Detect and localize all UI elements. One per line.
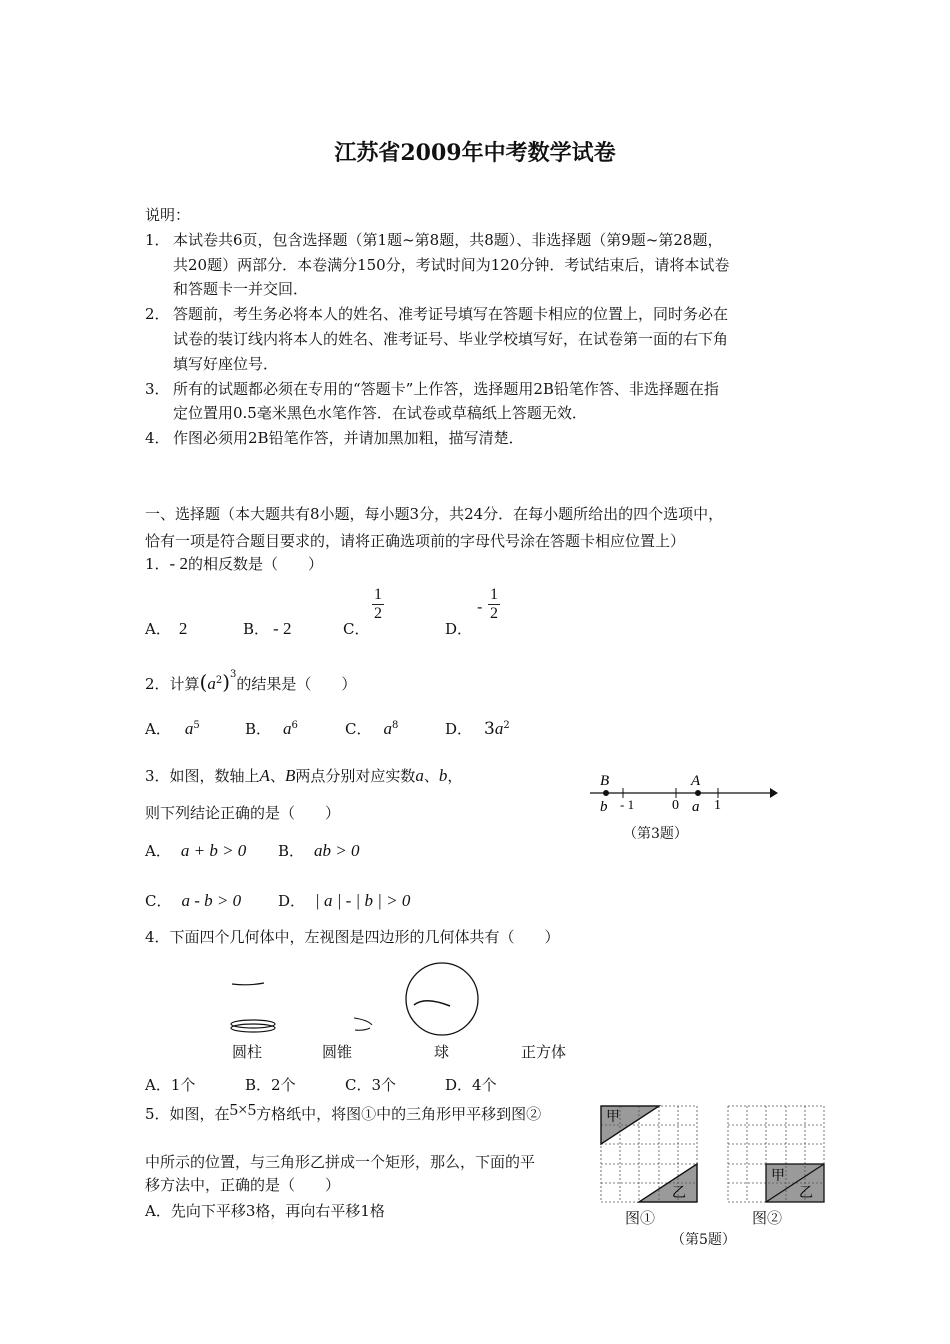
q2-option-b[interactable]: B． $a^6$	[245, 719, 298, 738]
q1-option-d[interactable]: D．	[445, 620, 473, 638]
label-cylinder: 圆柱	[232, 1043, 263, 1061]
label-1: 1	[714, 798, 721, 813]
cylinder-top-edge	[232, 983, 264, 985]
q5-stem-cont-2: 移方法中，正确的是（ ）	[145, 1176, 341, 1194]
q3-caption: （第3题）	[623, 826, 688, 842]
q1-option-a[interactable]: A． 2	[145, 619, 188, 638]
note-line: 定位置用0.5毫米黑色水笔作答．在试卷或草稿纸上答题无效．	[173, 404, 587, 422]
q5-stem-cont: 中所示的位置，与三角形乙拼成一个矩形，那么，下面的平	[145, 1153, 536, 1171]
label-yi: 乙	[672, 1186, 686, 1201]
note-line: 共20题）两部分．本卷满分150分，考试时间为120分钟．考试结束后，请将本试卷	[173, 256, 730, 274]
q3-option-a[interactable]: A． a + b > 0	[145, 841, 247, 860]
question-1	[145, 553, 323, 574]
note-line: 本试卷共6页，包含选择题（第1题~第8题，共8题）、非选择题（第9题~第28题，	[173, 231, 723, 249]
note-line: 答题前，考生务必将本人的姓名、准考证号填写在答题卡相应的位置上，同时务必在	[173, 305, 729, 323]
note-line: 作图必须用2B铅笔作答，并请加黑加粗，描写清楚．	[173, 429, 524, 447]
question-4: 4．下面四个几何体中，左视图是四边形的几何体共有（ ）	[145, 928, 560, 946]
q1-number: 1．	[145, 555, 170, 573]
q3-option-d[interactable]: D． | a | - | b | > 0	[278, 891, 411, 910]
grid-figure-2	[725, 1103, 827, 1205]
q1-b-value: - 2	[273, 619, 292, 638]
note-line: 试卷的装订线内将本人的姓名、准考证号、毕业学校填写好，在试卷第一面的右下角	[173, 330, 729, 348]
note-line: 所有的试题都必须在专用的“答题卡”上作答，选择题用2B铅笔作答、非选择题在指	[173, 380, 719, 398]
notes-heading: 说明：	[145, 206, 191, 224]
q2-option-c[interactable]: C． $a^8$	[345, 719, 399, 738]
q3-option-c[interactable]: C． a - b > 0	[145, 891, 242, 910]
label-B: B	[600, 773, 610, 789]
q5-option-a[interactable]: A．先向下平移3格，再向右平移1格	[145, 1202, 385, 1220]
q1-option-c[interactable]: C．	[343, 620, 370, 638]
sphere	[406, 963, 478, 1035]
q4-option-d[interactable]: D．4个	[445, 1076, 497, 1094]
note-number: 3．	[145, 380, 170, 398]
q4-option-a[interactable]: A．1个	[145, 1076, 196, 1094]
number-line-arrow	[770, 788, 778, 798]
label-yi-2: 乙	[799, 1186, 813, 1201]
note-line: 和答题卡一并交回．	[173, 280, 309, 298]
point-b	[603, 790, 609, 796]
label-jia-moved: 甲	[771, 1169, 785, 1184]
solids-figure	[220, 958, 500, 1038]
q5-caption: （第5题）	[671, 1232, 736, 1248]
figure-2-label: 图②	[752, 1209, 783, 1227]
label-0: 0	[672, 798, 679, 813]
note-number: 4．	[145, 429, 170, 447]
note-number: 2．	[145, 305, 170, 323]
q4-option-c[interactable]: C．3个	[345, 1076, 397, 1094]
question-5: 5．如图，在5×5方格纸中，将图①中的三角形甲平移到图②	[145, 1100, 542, 1123]
cone-base-edge	[354, 1018, 372, 1025]
label-b: b	[600, 799, 608, 815]
q2-number: 2．计算	[145, 675, 200, 693]
q1-a-value: 2	[178, 619, 188, 638]
q1-option-b[interactable]: B． - 2	[243, 619, 292, 638]
question-3: 3．如图，数轴上A、B两点分别对应实数a、b，	[145, 766, 463, 785]
q1-d-fraction: $\frac{1}{2}$	[490, 586, 498, 622]
grid-figure-1	[598, 1103, 700, 1205]
q2-stem: 的结果是（ ）	[236, 675, 357, 693]
q4-option-b[interactable]: B．2个	[245, 1076, 296, 1094]
section-heading: 一、选择题（本大题共有8小题，每小题3分，共24分．在每小题所给出的四个选项中，	[145, 505, 724, 523]
label-cube: 正方体	[521, 1043, 567, 1061]
label-jia: 甲	[606, 1110, 620, 1125]
figure-1-label: 图①	[625, 1209, 656, 1227]
q2-option-a[interactable]: A． $a^5$	[145, 719, 200, 738]
page-title: 江苏省2009年中考数学试卷	[334, 140, 616, 166]
q3-option-b[interactable]: B． ab > 0	[278, 841, 360, 860]
cone-base-edge-2	[355, 1028, 370, 1030]
label-cone: 圆锥	[322, 1043, 353, 1061]
point-a	[695, 790, 701, 796]
q1-stem: 的相反数是（ ）	[187, 555, 323, 573]
question-2: 2．计算$(a^2)^3$的结果是（ ）	[145, 669, 357, 694]
section-heading-cont: 恰有一项是符合题目要求的，请将正确选项前的字母代号涂在答题卡相应位置上）	[145, 532, 686, 550]
note-line: 填写好座位号．	[173, 355, 279, 373]
sphere-equator	[414, 1001, 450, 1006]
note-number: 1．	[145, 231, 170, 249]
q2-option-d[interactable]: D． $3a^2$	[445, 719, 510, 739]
q1-expression: - 2	[169, 554, 188, 573]
label-A: A	[691, 773, 701, 789]
label-sphere: 球	[434, 1043, 450, 1061]
q1-c-fraction: $\frac{1}{2}$	[374, 586, 382, 622]
label-a: a	[692, 799, 700, 815]
q3-stem-cont: 则下列结论正确的是（ ）	[145, 804, 341, 822]
q1-d-sign: -	[477, 597, 483, 616]
label-neg1: - 1	[620, 797, 635, 812]
